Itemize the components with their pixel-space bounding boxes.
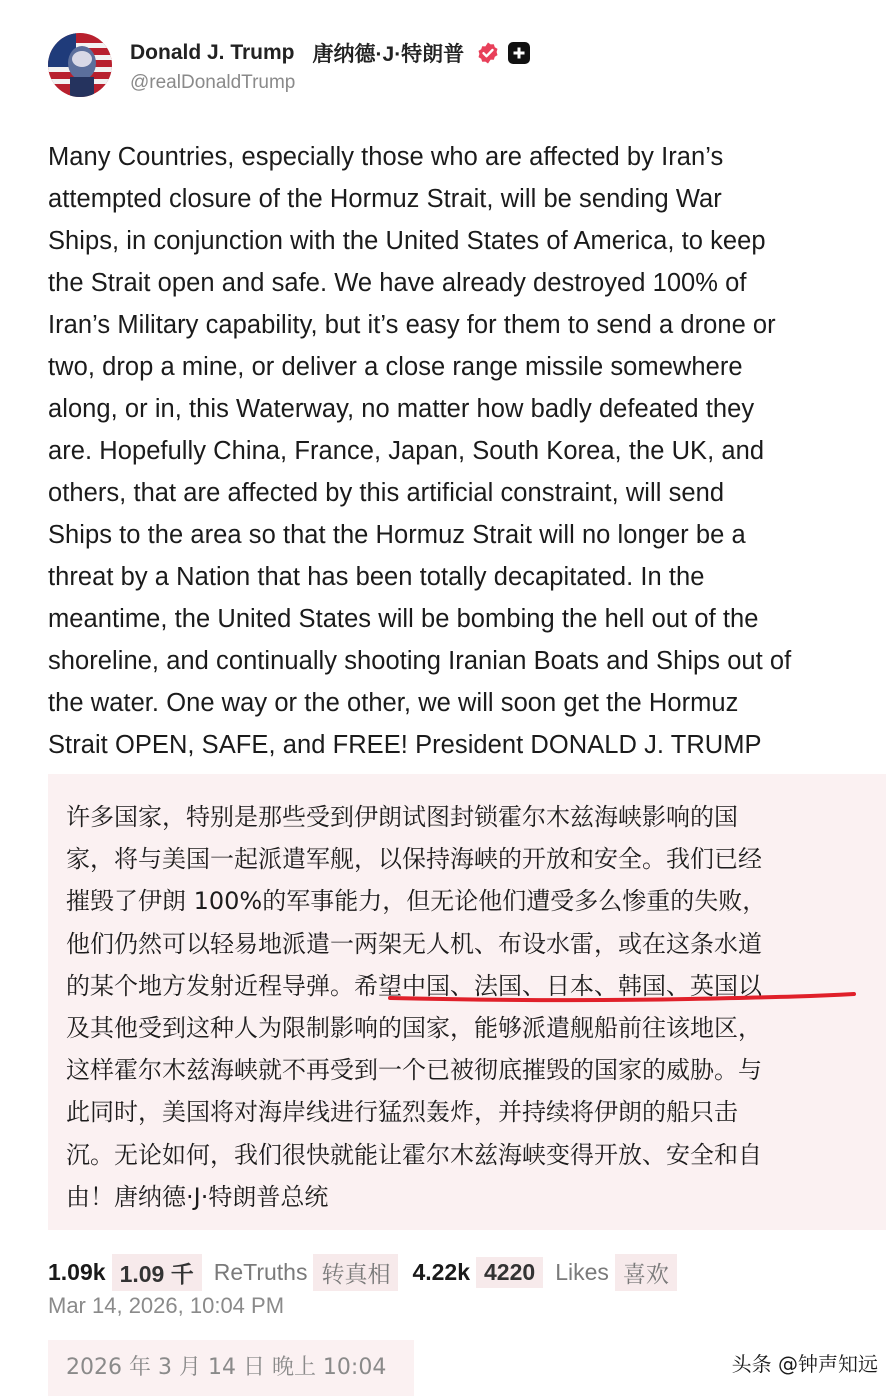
post-line: along, or in, this Waterway, no matter how badly defeated they xyxy=(48,395,755,423)
post-line: Iran’s Military capability, but it’s easy for them to send a drone or xyxy=(48,311,776,339)
retruths-count-cn: 1.09 千 xyxy=(112,1254,202,1291)
post-line: attempted closure of the Hormuz Strait, will be sending War xyxy=(48,185,722,213)
author-names xyxy=(130,36,530,94)
likes-label-cn: 喜欢 xyxy=(615,1254,677,1291)
post-line: two, drop a mine, or deliver a close range missile somewhere xyxy=(48,353,743,381)
post-line: shoreline, and continually shooting Iranian Boats and Ships out of xyxy=(48,647,792,675)
likes-label[interactable]: Likes xyxy=(555,1258,609,1285)
author-handle[interactable]: @realDonaldTrump xyxy=(130,72,296,93)
likes-count[interactable]: 4.22k xyxy=(412,1258,471,1285)
author-display-name-cn: 唐纳德·J·特朗普 xyxy=(312,43,465,66)
avatar[interactable] xyxy=(48,33,112,97)
post-line: meantime, the United States will be bombing the hell out of the xyxy=(48,605,759,633)
post-line: threat by a Nation that has been totally decapitated. In the xyxy=(48,563,705,591)
post-line: the Strait open and safe. We have already destroyed 100% of xyxy=(48,269,747,297)
post-timestamp-cn: 2026 年 3 月 14 日 晚上 10:04 xyxy=(66,1355,387,1380)
translation-line: 的某个地方发射近程导弹。希望中国、法国、日本、韩国、英国以 xyxy=(66,971,762,1000)
retruths-count[interactable]: 1.09k xyxy=(48,1258,106,1285)
translation-line: 摧毁了伊朗 100%的军事能力，但无论他们遭受多么惨重的失败， xyxy=(66,887,767,916)
name-row xyxy=(130,36,530,70)
red-underline-annotation xyxy=(388,986,856,1010)
verified-badge-icon xyxy=(476,41,500,65)
post-line: others, that are affected by this artificial constraint, will send xyxy=(48,479,725,507)
translation-line: 由！唐纳德·J·特朗普总统 xyxy=(66,1182,329,1211)
plus-badge-icon xyxy=(508,42,530,64)
post-line: the water. One way or the other, we will soon get the Hormuz xyxy=(48,689,739,717)
retruths-label[interactable]: ReTruths xyxy=(213,1258,308,1285)
post-line: Many Countries, especially those who are affected by Iran’s xyxy=(48,143,724,171)
post-header xyxy=(48,32,530,98)
post-line: are. Hopefully China, France, Japan, South Korea, the UK, and xyxy=(48,437,765,465)
translation-line: 及其他受到这种人为限制影响的国家，能够派遣舰船前往该地区， xyxy=(66,1013,762,1042)
translation-line: 沉。无论如何，我们很快就能让霍尔木兹海峡变得开放、安全和自 xyxy=(66,1140,762,1169)
likes-count-cn: 4220 xyxy=(476,1257,543,1288)
post-line: Strait OPEN, SAFE, and FREE! President DONALD J. TRUMP xyxy=(48,731,762,759)
translation-line: 家，将与美国一起派遣军舰，以保持海峡的开放和安全。我们已经 xyxy=(66,845,762,874)
retruths-label-cn: 转真相 xyxy=(313,1254,398,1291)
watermark: 头条 @钟声知远 xyxy=(731,1352,878,1376)
author-display-name[interactable]: Donald J. Trump xyxy=(130,41,295,64)
translation-line: 许多国家，特别是那些受到伊朗试图封锁霍尔木兹海峡影响的国 xyxy=(66,803,738,831)
translation-line: 这样霍尔木兹海峡就不再受到一个已被彻底摧毁的国家的威胁。与 xyxy=(66,1056,762,1085)
post-timestamp[interactable]: Mar 14, 2026, 10:04 PM xyxy=(48,1293,285,1318)
avatar-image xyxy=(48,33,112,97)
post-line: Ships, in conjunction with the United States of America, to keep xyxy=(48,227,766,255)
post-stats xyxy=(48,1254,677,1290)
post-body-en xyxy=(48,136,888,766)
translation-line: 此同时，美国将对海岸线进行猛烈轰炸，并持续将伊朗的船只击 xyxy=(66,1098,738,1127)
post-line: Ships to the area so that the Hormuz Strait will no longer be a xyxy=(48,521,746,549)
translation-line: 他们仍然可以轻易地派遣一两架无人机、布设水雷，或在这条水道 xyxy=(66,929,762,958)
